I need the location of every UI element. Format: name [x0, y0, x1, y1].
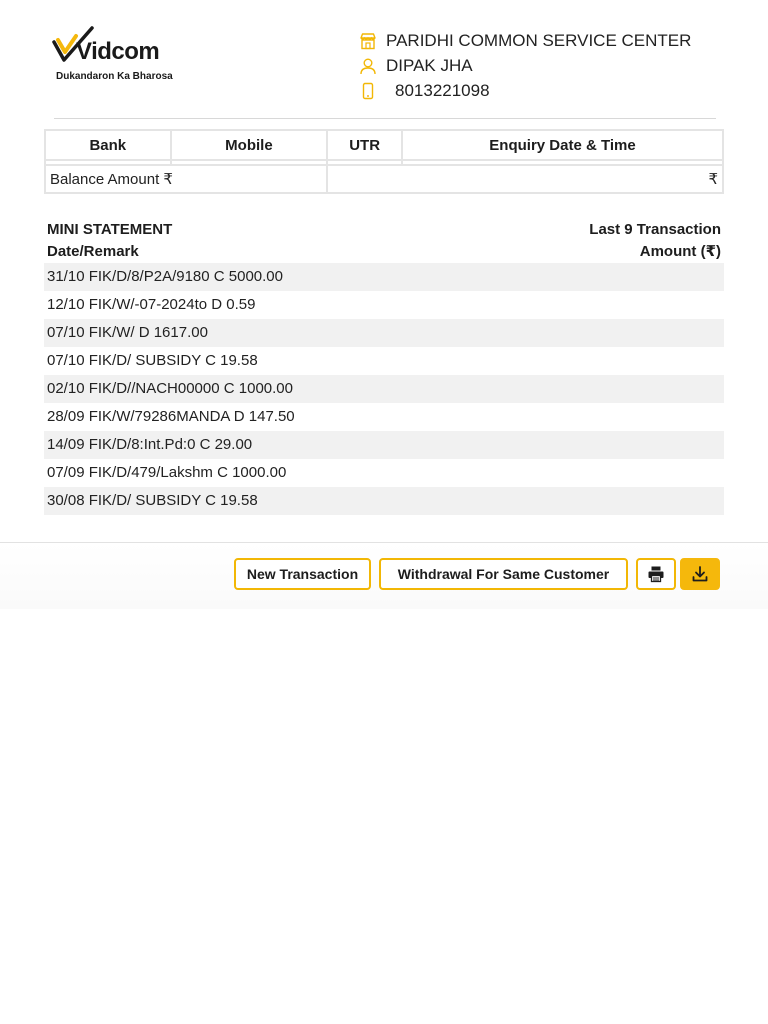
- mini-statement-list: [44, 263, 724, 515]
- mobile-icon: [358, 81, 378, 101]
- header-divider: [54, 118, 716, 119]
- new-transaction-button[interactable]: New Transaction: [234, 558, 371, 590]
- mini-statement-title: MINI STATEMENT: [47, 220, 173, 238]
- col-bank: Bank: [45, 130, 171, 160]
- col-utr: UTR: [327, 130, 402, 160]
- table-header-row: [45, 130, 723, 160]
- balance-row: [45, 165, 723, 193]
- vidcom-logo: [52, 26, 172, 88]
- last-transactions-title: Last 9 Transaction: [589, 220, 721, 238]
- logo-word: Vidcom: [76, 38, 160, 65]
- transaction-table: [44, 129, 724, 194]
- phone-row: [358, 78, 728, 103]
- shop-row: [358, 28, 728, 53]
- list-item: 07/09 FIK/D/479/Lakshm C 1000.00: [47, 464, 287, 481]
- print-button[interactable]: [636, 558, 676, 590]
- phone-number: 8013221098: [395, 80, 490, 100]
- withdrawal-same-customer-button[interactable]: Withdrawal For Same Customer: [379, 558, 628, 590]
- list-item: 14/09 FIK/D/8:Int.Pd:0 C 29.00: [44, 431, 724, 459]
- merchant-info: [358, 28, 728, 103]
- list-item: 30/08 FIK/D/ SUBSIDY C 19.58: [44, 487, 724, 515]
- logo-tagline: Dukandaron Ka Bharosa: [56, 71, 173, 82]
- download-button[interactable]: [680, 558, 720, 590]
- list-item: 07/10 FIK/D/ SUBSIDY C 19.58: [47, 352, 258, 369]
- store-icon: [358, 31, 378, 51]
- col-mobile: Mobile: [171, 130, 328, 160]
- list-item: 28/09 FIK/W/79286MANDA D 147.50: [47, 408, 295, 425]
- shop-name: PARIDHI COMMON SERVICE CENTER: [386, 30, 692, 50]
- person-name: DIPAK JHA: [386, 55, 473, 75]
- mini-statement-header: [47, 218, 721, 262]
- date-remark-heading: Date/Remark: [47, 242, 139, 260]
- action-bar: [0, 542, 768, 609]
- col-enquiry-date: Enquiry Date & Time: [402, 130, 723, 160]
- balance-label: Balance Amount ₹: [45, 165, 327, 193]
- printer-icon: [647, 565, 665, 583]
- list-item: 31/10 FIK/D/8/P2A/9180 C 5000.00: [44, 263, 724, 291]
- list-item: 07/10 FIK/W/ D 1617.00: [44, 319, 724, 347]
- list-item: 12/10 FIK/W/-07-2024to D 0.59: [47, 296, 256, 313]
- amount-heading: Amount (₹): [639, 243, 721, 260]
- download-icon: [691, 565, 709, 583]
- list-item: 02/10 FIK/D//NACH00000 C 1000.00: [44, 375, 724, 403]
- balance-value: ₹: [327, 165, 723, 193]
- user-icon: [358, 56, 378, 76]
- person-row: [358, 53, 728, 78]
